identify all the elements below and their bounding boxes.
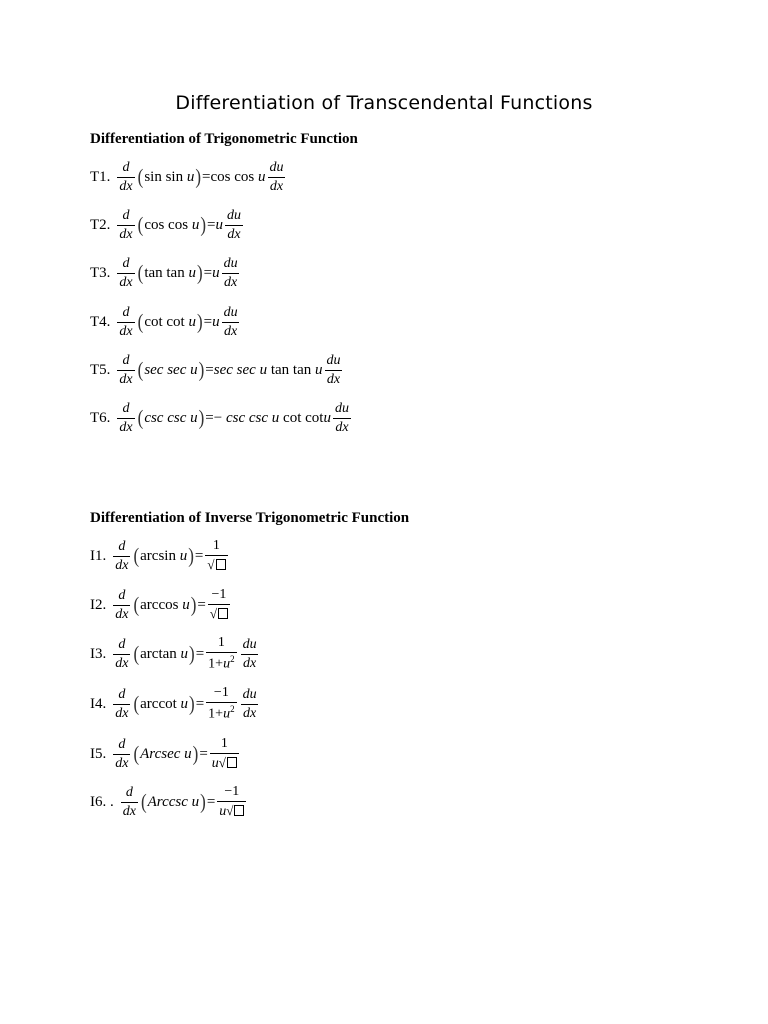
derivative-operator: $\frac{d}{dx}$ — [122, 784, 136, 819]
formula-label: T5. — [90, 361, 111, 378]
function-argument: arccot u — [140, 695, 189, 712]
derivative-operator: $\frac{d}{dx}$ — [115, 538, 129, 573]
derivative-operator: $\frac{d}{dx}$ — [115, 736, 129, 771]
formula-label: T3. — [90, 264, 111, 281]
placeholder-box — [227, 757, 237, 768]
formula-label: T6. — [90, 409, 111, 426]
result-fraction: $\frac{-1}{1+u^2}$ — [208, 685, 235, 722]
derivative-result: sec sec u tan tan u — [213, 361, 323, 378]
du-dx-fraction: $\frac{du}{dx}$ — [326, 352, 341, 387]
derivative-operator: $\frac{d}{dx}$ — [119, 304, 133, 339]
page-title: Differentiation of Transcendental Functions — [175, 92, 593, 114]
derivative-operator: $\frac{d}{dx}$ — [119, 255, 133, 290]
derivative-result: − csc csc u cot cotu — [213, 409, 331, 426]
formula-i6: I6. . $\frac{d}{dx}$ ( Arccsc u ) = $\frac{-1}{u√}$ — [90, 780, 248, 824]
formula-t3: T3. $\frac{d}{dx}$ ( tan tan u ) = u $\frac{du}{dx}$ — [90, 255, 238, 290]
section-heading-trig: Differentiation of Trigonometric Function — [90, 131, 358, 147]
du-dx-fraction: $\frac{du}{dx}$ — [223, 255, 238, 290]
formula-i2: I2. $\frac{d}{dx}$ ( arccos u ) = $\frac{-1}{√}$ — [90, 583, 232, 627]
formula-label: I3. — [90, 645, 107, 662]
formula-label: I2. — [90, 596, 107, 613]
formula-label: I5. — [90, 745, 107, 762]
function-argument: arcsin u — [140, 547, 188, 564]
derivative-operator: $\frac{d}{dx}$ — [119, 352, 133, 387]
derivative-result: u — [215, 216, 223, 233]
function-argument: sec sec u — [144, 361, 198, 378]
derivative-operator: $\frac{d}{dx}$ — [115, 587, 129, 622]
formula-i1: I1. $\frac{d}{dx}$ ( arcsin u ) = $\frac{1}{√}$ — [90, 534, 230, 578]
du-dx-fraction: $\frac{du}{dx}$ — [223, 304, 238, 339]
result-fraction: $\frac{1}{√}$ — [205, 539, 227, 573]
formula-t6: T6. $\frac{d}{dx}$ ( csc csc u ) = − csc csc u cot cotu $\frac{du}{dx}$ — [90, 400, 349, 435]
function-argument: csc csc u — [144, 409, 198, 426]
function-argument: cot cot u — [144, 313, 196, 330]
derivative-operator: $\frac{d}{dx}$ — [119, 207, 133, 242]
derivative-result: u — [212, 264, 220, 281]
placeholder-box — [216, 559, 226, 570]
formula-t1: T1. $\frac{d}{dx}$ ( sin sin u ) = cos cos u $\frac{du}{dx}$ — [90, 159, 284, 194]
formula-i5: I5. $\frac{d}{dx}$ ( Arcsec u ) = $\frac{1}{u√}$ — [90, 732, 241, 776]
formula-i3: I3. $\frac{d}{dx}$ ( arctan u ) = $\frac{1}{1+u^2}$ $\frac{du}{dx}$ — [90, 635, 257, 672]
function-argument: Arcsec u — [140, 745, 192, 762]
formula-t2: T2. $\frac{d}{dx}$ ( cos cos u ) = u $\frac{du}{dx}$ — [90, 207, 241, 242]
placeholder-box — [218, 608, 228, 619]
formula-label: I6. . — [90, 793, 114, 810]
result-fraction: $\frac{1}{1+u^2}$ — [208, 635, 235, 672]
function-argument: Arccsc u — [147, 793, 200, 810]
result-fraction: $\frac{1}{u√}$ — [210, 737, 239, 771]
function-argument: arccos u — [140, 596, 190, 613]
placeholder-box — [234, 805, 244, 816]
result-fraction: $\frac{-1}{u√}$ — [217, 785, 246, 819]
function-argument: cos cos u — [144, 216, 200, 233]
formula-i4: I4. $\frac{d}{dx}$ ( arccot u ) = $\frac{-1}{1+u^2}$ $\frac{du}{dx}$ — [90, 685, 257, 722]
function-argument: arctan u — [140, 645, 189, 662]
function-argument: sin sin u — [144, 168, 195, 185]
derivative-result: cos cos u — [210, 168, 266, 185]
du-dx-fraction: $\frac{du}{dx}$ — [242, 636, 257, 671]
du-dx-fraction: $\frac{du}{dx}$ — [226, 207, 241, 242]
section-heading-inverse: Differentiation of Inverse Trigonometric Function — [90, 510, 410, 526]
derivative-operator: $\frac{d}{dx}$ — [115, 686, 129, 721]
du-dx-fraction: $\frac{du}{dx}$ — [269, 159, 284, 194]
formula-label: T4. — [90, 313, 111, 330]
formula-t4: T4. $\frac{d}{dx}$ ( cot cot u ) = u $\frac{du}{dx}$ — [90, 304, 238, 339]
result-fraction: $\frac{-1}{√}$ — [208, 588, 230, 622]
formula-t5: T5. $\frac{d}{dx}$ ( sec sec u ) = sec sec u tan tan u $\frac{du}{dx}$ — [90, 352, 341, 387]
du-dx-fraction: $\frac{du}{dx}$ — [334, 400, 349, 435]
derivative-operator: $\frac{d}{dx}$ — [119, 159, 133, 194]
derivative-operator: $\frac{d}{dx}$ — [115, 636, 129, 671]
formula-label: I4. — [90, 695, 107, 712]
derivative-operator: $\frac{d}{dx}$ — [119, 400, 133, 435]
du-dx-fraction: $\frac{du}{dx}$ — [242, 686, 257, 721]
derivative-result: u — [212, 313, 220, 330]
formula-label: T2. — [90, 216, 111, 233]
function-argument: tan tan u — [144, 264, 196, 281]
formula-label: I1. — [90, 547, 107, 564]
formula-label: T1. — [90, 168, 111, 185]
